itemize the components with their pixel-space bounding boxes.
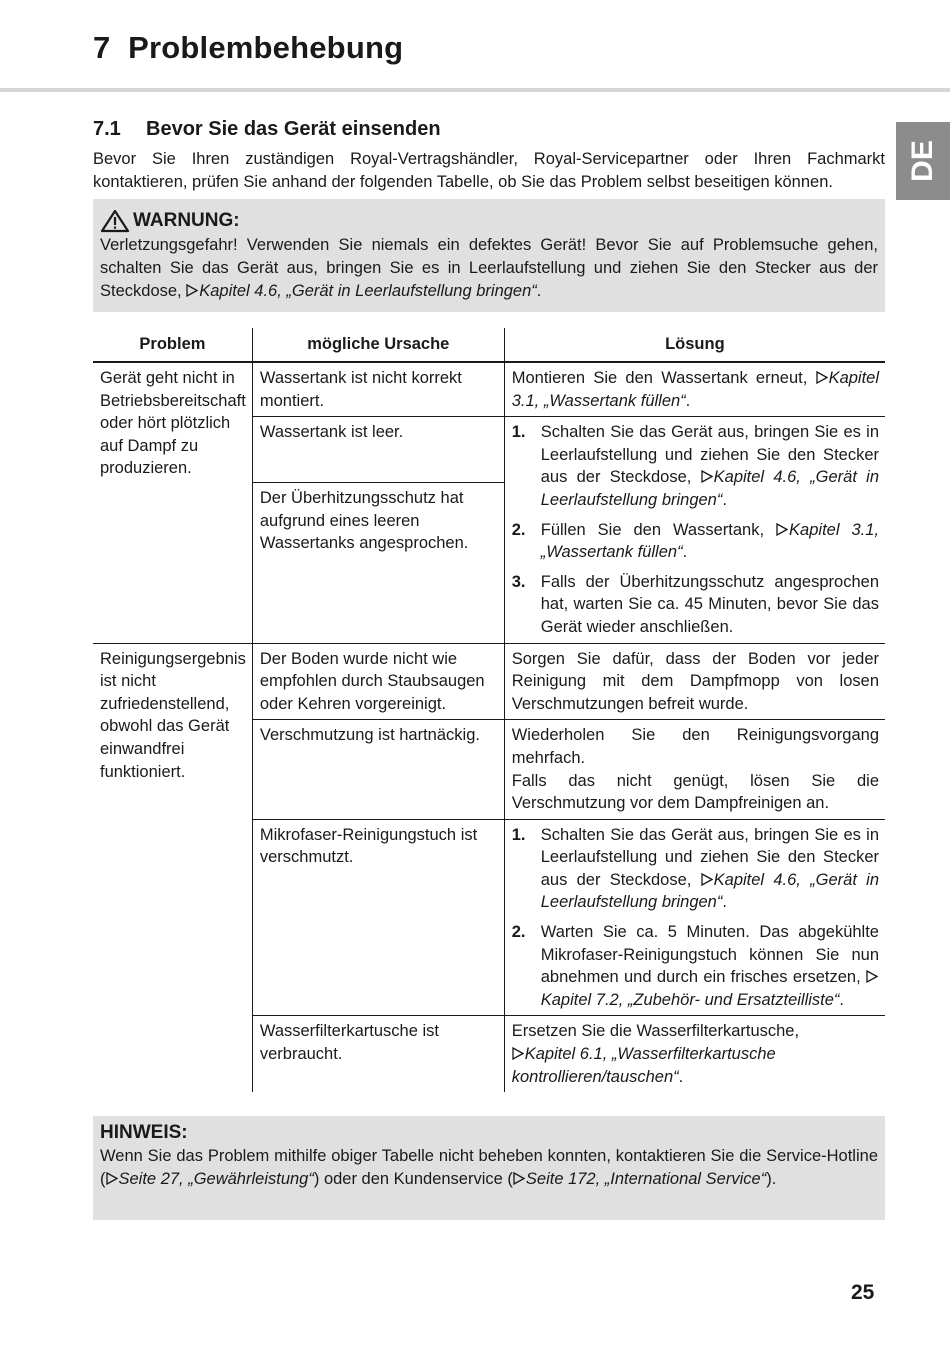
step-number: 2. — [511, 520, 526, 539]
step-text — [541, 824, 879, 914]
step-text — [541, 519, 879, 564]
cause-cell: Verschmutzung ist hartnäckig. — [252, 720, 504, 819]
problem-cell: Reinigungsergebnis ist nicht zufriedenstellend, obwohl das Gerät einwandfrei funktioniert. — [93, 643, 252, 1092]
chapter-title-text: Problembehebung — [128, 30, 404, 65]
cross-reference-arrow-icon — [513, 1172, 525, 1185]
solution-cell — [504, 362, 885, 417]
step-end: . — [839, 990, 845, 1009]
hint-text — [100, 1145, 878, 1191]
troubleshooting-table — [93, 328, 885, 1092]
step-text: Falls der Überhitzungsschutz angesprochen hat, warten Sie ca. 45 Minuten, bevor Sie das Gerät wieder anschließen. — [540, 572, 879, 636]
language-tab-label: DE — [906, 140, 939, 182]
hint-heading: HINWEIS: — [100, 1122, 188, 1143]
solution-text: Montieren Sie den Wassertank erneut, — [511, 369, 808, 387]
solution-cell — [504, 417, 885, 643]
cause-cell: Wasserfilterkartusche ist verbraucht. — [252, 1016, 504, 1092]
cause-cell: Wassertank ist nicht korrekt montiert. — [252, 362, 504, 417]
step-ref-text: Kapitel 4.6, „Gerät in Leerlaufstellung bringen“ — [540, 870, 880, 912]
hint-end: ). — [766, 1170, 777, 1188]
cross-reference-arrow-icon — [106, 1172, 118, 1185]
table-row — [93, 643, 885, 720]
solution-end: . — [678, 1067, 684, 1086]
step-text — [541, 421, 879, 511]
step-body: Warten Sie ca. 5 Minuten. Das abgekühlte Mikrofaser-Reinigungstuch können Sie nun abnehmen und durch ein frisches ersetzen, — [540, 923, 879, 987]
section-number: 7.1 — [93, 118, 121, 140]
warning-end: . — [536, 282, 542, 300]
header-cause: mögliche Ursache — [252, 328, 504, 362]
solution-text: Ersetzen Sie die Wasserfilterkartusche, — [511, 1022, 800, 1041]
solution-cell — [504, 1016, 885, 1092]
page-number: 25 — [851, 1281, 875, 1304]
step-item — [512, 421, 879, 511]
solution-cell — [504, 720, 885, 819]
solution-end: . — [685, 391, 691, 410]
warning-heading-text: WARNUNG: — [133, 210, 240, 231]
step-item — [512, 824, 879, 914]
step-item — [512, 571, 879, 639]
hint-body: Wenn Sie das Problem mithilfe obiger Tabelle nicht beheben konnten, kontaktieren Sie die Service-Hotline ( — [100, 1147, 878, 1188]
step-number: 3. — [511, 572, 526, 591]
cause-cell: Wassertank ist leer. — [252, 417, 504, 483]
step-number: 1. — [511, 825, 526, 844]
hint-ref-text: Seite 27, „Gewährleistung“ — [118, 1170, 314, 1188]
solution-ref-text: Kapitel 6.1, „Wasserfilterkartusche kontrollieren/tauschen“ — [511, 1045, 776, 1086]
chapter-title — [93, 30, 403, 66]
table-row — [93, 362, 885, 417]
hint-link-warranty[interactable] — [106, 1170, 314, 1188]
cross-reference-arrow-icon — [701, 873, 713, 886]
cross-reference-arrow-icon — [512, 1047, 524, 1060]
table-header-row — [93, 328, 885, 362]
step-item — [512, 921, 879, 1011]
warning-text — [100, 234, 878, 303]
hint-ref-text: Seite 172, „International Service“ — [525, 1170, 767, 1188]
step-number: 2. — [511, 923, 526, 942]
chapter-number: 7 — [93, 30, 111, 65]
cross-reference-arrow-icon — [776, 523, 788, 536]
solution-cell — [504, 819, 885, 1016]
warning-box — [93, 199, 885, 312]
language-tab — [896, 122, 950, 200]
step-item — [512, 519, 879, 564]
hint-box — [93, 1116, 885, 1220]
solution-steps — [512, 824, 879, 1012]
step-end: . — [682, 543, 688, 562]
cause-cell: Mikrofaser-Reinigungstuch ist verschmutzt. — [252, 819, 504, 1016]
header-problem: Problem — [93, 328, 252, 362]
solution-link[interactable] — [512, 1045, 776, 1086]
cause-cell: Der Überhitzungsschutz hat aufgrund eines leeren Wassertanks angesprochen. — [252, 483, 504, 643]
step-body: Füllen Sie den Wassertank, — [540, 520, 765, 539]
step-body: Schalten Sie das Gerät aus, bringen Sie es in Leerlaufstellung und ziehen Sie den Stecker aus der Steckdose, — [540, 423, 879, 487]
step-body: Schalten Sie das Gerät aus, bringen Sie es in Leerlaufstellung und ziehen Sie den Stecker aus der Steckdose, — [540, 825, 879, 889]
step-text — [541, 921, 879, 1011]
solution-text: Falls das nicht genügt, lösen Sie die Verschmutzung vor dem Dampfreinigen an. — [511, 771, 879, 813]
section-title — [93, 118, 441, 141]
step-ref-text: Kapitel 7.2, „Zubehör- und Ersatzteilliste“ — [540, 990, 840, 1009]
step-number: 1. — [511, 423, 526, 442]
solution-cell: Sorgen Sie dafür, dass der Boden vor jeder Reinigung mit dem Dampfmopp von losen Verschmutzungen befreit wurde. — [504, 643, 885, 720]
section-intro: Bevor Sie Ihren zuständigen Royal-Vertragshändler, Royal-Servicepartner oder Ihren Fachmarkt kontaktieren, prüfen Sie anhand der folgenden Tabelle, ob Sie das Problem selbst beseitigen können. — [93, 150, 885, 191]
section-title-text: Bevor Sie das Gerät einsenden — [146, 118, 441, 140]
step-end: . — [722, 893, 727, 912]
problem-cell: Gerät geht nicht in Betriebsbereitschaft oder hört plötzlich auf Dampf zu produzieren. — [93, 362, 252, 643]
warning-link[interactable] — [186, 282, 537, 300]
cross-reference-arrow-icon — [816, 371, 828, 384]
warning-ref-text: Kapitel 4.6, „Gerät in Leerlaufstellung bringen“ — [199, 282, 537, 300]
solution-text: Wiederholen Sie den Reinigungsvorgang mehrfach. — [511, 726, 879, 767]
step-end: . — [722, 490, 727, 509]
warning-heading — [100, 209, 878, 233]
warning-triangle-icon — [100, 209, 130, 233]
hint-link-service[interactable] — [513, 1170, 766, 1188]
hint-body: ) oder den Kundenservice ( — [313, 1170, 513, 1188]
cross-reference-arrow-icon — [866, 970, 878, 983]
cross-reference-arrow-icon — [186, 284, 198, 297]
step-ref-text: Kapitel 4.6, „Gerät in Leerlaufstellung bringen“ — [540, 468, 880, 509]
cross-reference-arrow-icon — [701, 470, 713, 483]
header-solution: Lösung — [504, 328, 885, 362]
cause-cell: Der Boden wurde nicht wie empfohlen durch Staubsaugen oder Kehren vorgereinigt. — [252, 643, 504, 720]
solution-steps — [512, 421, 879, 638]
warning-body: Verletzungsgefahr! Verwenden Sie niemals ein defektes Gerät! Bevor Sie auf Problemsuche gehen, schalten Sie das Gerät aus, bringen Sie es in Leerlaufstellung und ziehen Sie den Stecker aus der Steckdose, — [100, 236, 878, 300]
solution-ref-text: Kapitel 3.1, „Wassertank füllen“ — [511, 369, 880, 410]
chapter-divider — [0, 88, 950, 92]
step-ref-text: Kapitel 3.1, „Wassertank füllen“ — [540, 520, 879, 562]
